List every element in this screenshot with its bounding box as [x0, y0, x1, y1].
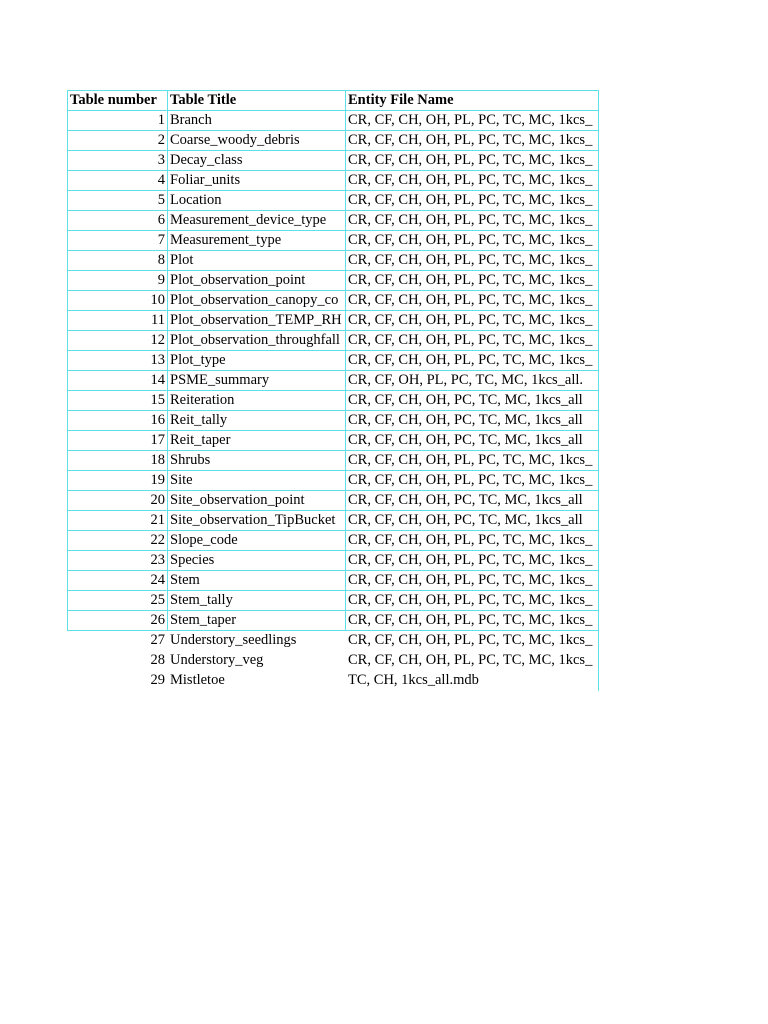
cell-table-number[interactable]: 4 [68, 171, 168, 191]
cell-entity-file-name[interactable]: CR, CF, CH, OH, PL, PC, TC, MC, 1kcs_ [346, 351, 599, 371]
cell-table-title[interactable]: Plot_observation_throughfall [168, 331, 346, 351]
cell-table-title[interactable]: Reit_tally [168, 411, 346, 431]
table-row [68, 191, 599, 211]
cell-table-title[interactable]: Branch [168, 111, 346, 131]
header-entity-file-name[interactable]: Entity File Name [346, 91, 599, 111]
table-row [68, 531, 599, 551]
cell-table-number[interactable]: 29 [150, 672, 165, 688]
cell-entity-file-name[interactable]: CR, CF, CH, OH, PL, PC, TC, MC, 1kcs_ [346, 531, 599, 551]
cell-table-title[interactable]: Mistletoe [170, 672, 225, 688]
cell-table-number[interactable]: 19 [68, 471, 168, 491]
cell-entity-file-name[interactable]: CR, CF, CH, OH, PL, PC, TC, MC, 1kcs_ [346, 111, 599, 131]
cell-table-number[interactable]: 20 [68, 491, 168, 511]
cell-table-number[interactable]: 13 [68, 351, 168, 371]
cell-table-title[interactable]: Measurement_device_type [168, 211, 346, 231]
cell-entity-file-name[interactable]: CR, CF, OH, PL, PC, TC, MC, 1kcs_all. [346, 371, 599, 391]
cell-entity-file-name[interactable]: CR, CF, CH, OH, PC, TC, MC, 1kcs_all [346, 411, 599, 431]
cell-entity-file-name[interactable]: CR, CF, CH, OH, PL, PC, TC, MC, 1kcs_ [346, 211, 599, 231]
table-row [68, 351, 599, 371]
cell-table-title[interactable]: Plot_observation_TEMP_RH [168, 311, 346, 331]
cell-table-number[interactable]: 25 [68, 591, 168, 611]
cell-table-number[interactable]: 3 [68, 151, 168, 171]
cell-entity-file-name[interactable]: CR, CF, CH, OH, PL, PC, TC, MC, 1kcs_ [346, 151, 599, 171]
table-row [68, 331, 599, 351]
cell-table-number[interactable]: 12 [68, 331, 168, 351]
table-row [68, 451, 599, 471]
cell-table-title[interactable]: Coarse_woody_debris [168, 131, 346, 151]
cell-table-title[interactable]: PSME_summary [168, 371, 346, 391]
cell-entity-file-name[interactable]: CR, CF, CH, OH, PL, PC, TC, MC, 1kcs_ [346, 231, 599, 251]
header-row [68, 91, 599, 111]
cell-table-title[interactable]: Plot [168, 251, 346, 271]
entity-table [67, 90, 599, 691]
cell-entity-file-name[interactable]: CR, CF, CH, OH, PC, TC, MC, 1kcs_all [346, 491, 599, 511]
cell-entity-file-name[interactable]: CR, CF, CH, OH, PL, PC, TC, MC, 1kcs_ [346, 611, 599, 631]
cell-table-title[interactable]: Plot_observation_point [168, 271, 346, 291]
table-row [68, 231, 599, 251]
cell-table-number[interactable]: 28 [150, 652, 165, 668]
cell-table-title[interactable]: Site_observation_TipBucket [168, 511, 346, 531]
cell-table-title[interactable]: Stem_tally [168, 591, 346, 611]
cell-table-number[interactable]: 10 [68, 291, 168, 311]
cell-table-number[interactable]: 15 [68, 391, 168, 411]
spreadsheet [67, 90, 599, 691]
cell-entity-file-name[interactable]: CR, CF, CH, OH, PL, PC, TC, MC, 1kcs_ [346, 591, 599, 611]
table-row [68, 371, 599, 391]
table-row [68, 511, 599, 531]
table-row [68, 591, 599, 611]
table-row [68, 651, 599, 671]
cell-table-title[interactable]: Reiteration [168, 391, 346, 411]
cell-entity-file-name[interactable]: CR, CF, CH, OH, PL, PC, TC, MC, 1kcs_ [346, 131, 599, 151]
header-table-title[interactable]: Table Title [168, 91, 346, 111]
cell-table-number[interactable]: 16 [68, 411, 168, 431]
cell-entity-file-name[interactable]: CR, CF, CH, OH, PL, PC, TC, MC, 1kcs_ [346, 311, 599, 331]
cell-table-number[interactable]: 17 [68, 431, 168, 451]
cell-table-title[interactable]: Slope_code [168, 531, 346, 551]
cell-table-title[interactable]: Reit_taper [168, 431, 346, 451]
cell-table-number[interactable]: 27 [68, 631, 168, 651]
table-row [68, 271, 599, 291]
table-row [68, 151, 599, 171]
cell-entity-file-name[interactable]: CR, CF, CH, OH, PL, PC, TC, MC, 1kcs_ [346, 471, 599, 491]
cell-table-number[interactable]: 22 [68, 531, 168, 551]
cell-table-title[interactable]: Species [168, 551, 346, 571]
cell-table-title[interactable]: Decay_class [168, 151, 346, 171]
cell-entity-file-name[interactable]: CR, CF, CH, OH, PL, PC, TC, MC, 1kcs_ [346, 291, 599, 311]
cell-entity-file-name[interactable]: CR, CF, CH, OH, PL, PC, TC, MC, 1kcs_ [346, 451, 599, 471]
cell-entity-file-name[interactable]: CR, CF, CH, OH, PL, PC, TC, MC, 1kcs_ [346, 571, 599, 591]
cell-table-title[interactable]: Site_observation_point [168, 491, 346, 511]
table-row [68, 291, 599, 311]
cell-table-title[interactable]: Plot_observation_canopy_co [168, 291, 346, 311]
cell-entity-file-name[interactable]: CR, CF, CH, OH, PC, TC, MC, 1kcs_all [346, 431, 599, 451]
cell-table-title[interactable]: Measurement_type [168, 231, 346, 251]
cell-table-title[interactable]: Shrubs [168, 451, 346, 471]
table-row [68, 471, 599, 491]
table-row [68, 391, 599, 411]
cell-table-number[interactable]: 7 [68, 231, 168, 251]
cell-table-title[interactable]: Foliar_units [168, 171, 346, 191]
cell-entity-file-name[interactable]: CR, CF, CH, OH, PL, PC, TC, MC, 1kcs_ [346, 631, 599, 651]
cell-table-number[interactable]: 6 [68, 211, 168, 231]
cell-table-title[interactable]: Stem [168, 571, 346, 591]
cell-table-number[interactable]: 23 [68, 551, 168, 571]
table-row [68, 611, 599, 631]
cell-entity-file-name[interactable]: TC, CH, 1kcs_all.mdb [346, 671, 599, 691]
cell-entity-file-name[interactable]: CR, CF, CH, OH, PC, TC, MC, 1kcs_all [346, 511, 599, 531]
header-table-number[interactable]: Table number [68, 91, 168, 111]
table-row [68, 491, 599, 511]
cell-table-number[interactable]: 1 [68, 111, 168, 131]
cell-table-number[interactable]: 11 [68, 311, 168, 331]
table-row [68, 111, 599, 131]
table-row [68, 671, 599, 691]
table-row [68, 131, 599, 151]
cell-entity-file-name[interactable]: CR, CF, CH, OH, PL, PC, TC, MC, 1kcs_ [346, 331, 599, 351]
table-row [68, 631, 599, 651]
table-row [68, 571, 599, 591]
table-row [68, 431, 599, 451]
cell-entity-file-name[interactable]: CR, CF, CH, OH, PL, PC, TC, MC, 1kcs_ [346, 191, 599, 211]
cell-table-number[interactable]: 2 [68, 131, 168, 151]
cell-table-number[interactable]: 14 [68, 371, 168, 391]
table-row [68, 171, 599, 191]
table-row [68, 251, 599, 271]
cell-entity-file-name[interactable]: CR, CF, CH, OH, PL, PC, TC, MC, 1kcs_ [346, 271, 599, 291]
cell-table-title[interactable]: Location [168, 191, 346, 211]
table-row [68, 551, 599, 571]
cell-entity-file-name[interactable]: CR, CF, CH, OH, PL, PC, TC, MC, 1kcs_ [346, 551, 599, 571]
cell-table-number[interactable]: 8 [68, 251, 168, 271]
cell-table-number[interactable]: 18 [68, 451, 168, 471]
cell-table-title[interactable]: Plot_type [168, 351, 346, 371]
cell-table-title[interactable]: Site [168, 471, 346, 491]
cell-table-number[interactable]: 26 [68, 611, 168, 631]
cell-table-number[interactable]: 24 [68, 571, 168, 591]
cell-table-number[interactable]: 5 [68, 191, 168, 211]
table-row [68, 411, 599, 431]
cell-entity-file-name[interactable]: CR, CF, CH, OH, PC, TC, MC, 1kcs_all [346, 391, 599, 411]
cell-table-number[interactable]: 9 [68, 271, 168, 291]
cell-entity-file-name[interactable]: CR, CF, CH, OH, PL, PC, TC, MC, 1kcs_ [346, 651, 599, 671]
table-row [68, 211, 599, 231]
cell-entity-file-name[interactable]: CR, CF, CH, OH, PL, PC, TC, MC, 1kcs_ [346, 251, 599, 271]
cell-table-title[interactable]: Understory_veg [170, 652, 264, 668]
cell-table-number[interactable]: 21 [68, 511, 168, 531]
table-body [68, 111, 599, 691]
cell-entity-file-name[interactable]: CR, CF, CH, OH, PL, PC, TC, MC, 1kcs_ [346, 171, 599, 191]
cell-table-title[interactable]: Stem_taper [168, 611, 346, 631]
table-row [68, 311, 599, 331]
cell-table-title[interactable]: Understory_seedlings [168, 631, 346, 651]
